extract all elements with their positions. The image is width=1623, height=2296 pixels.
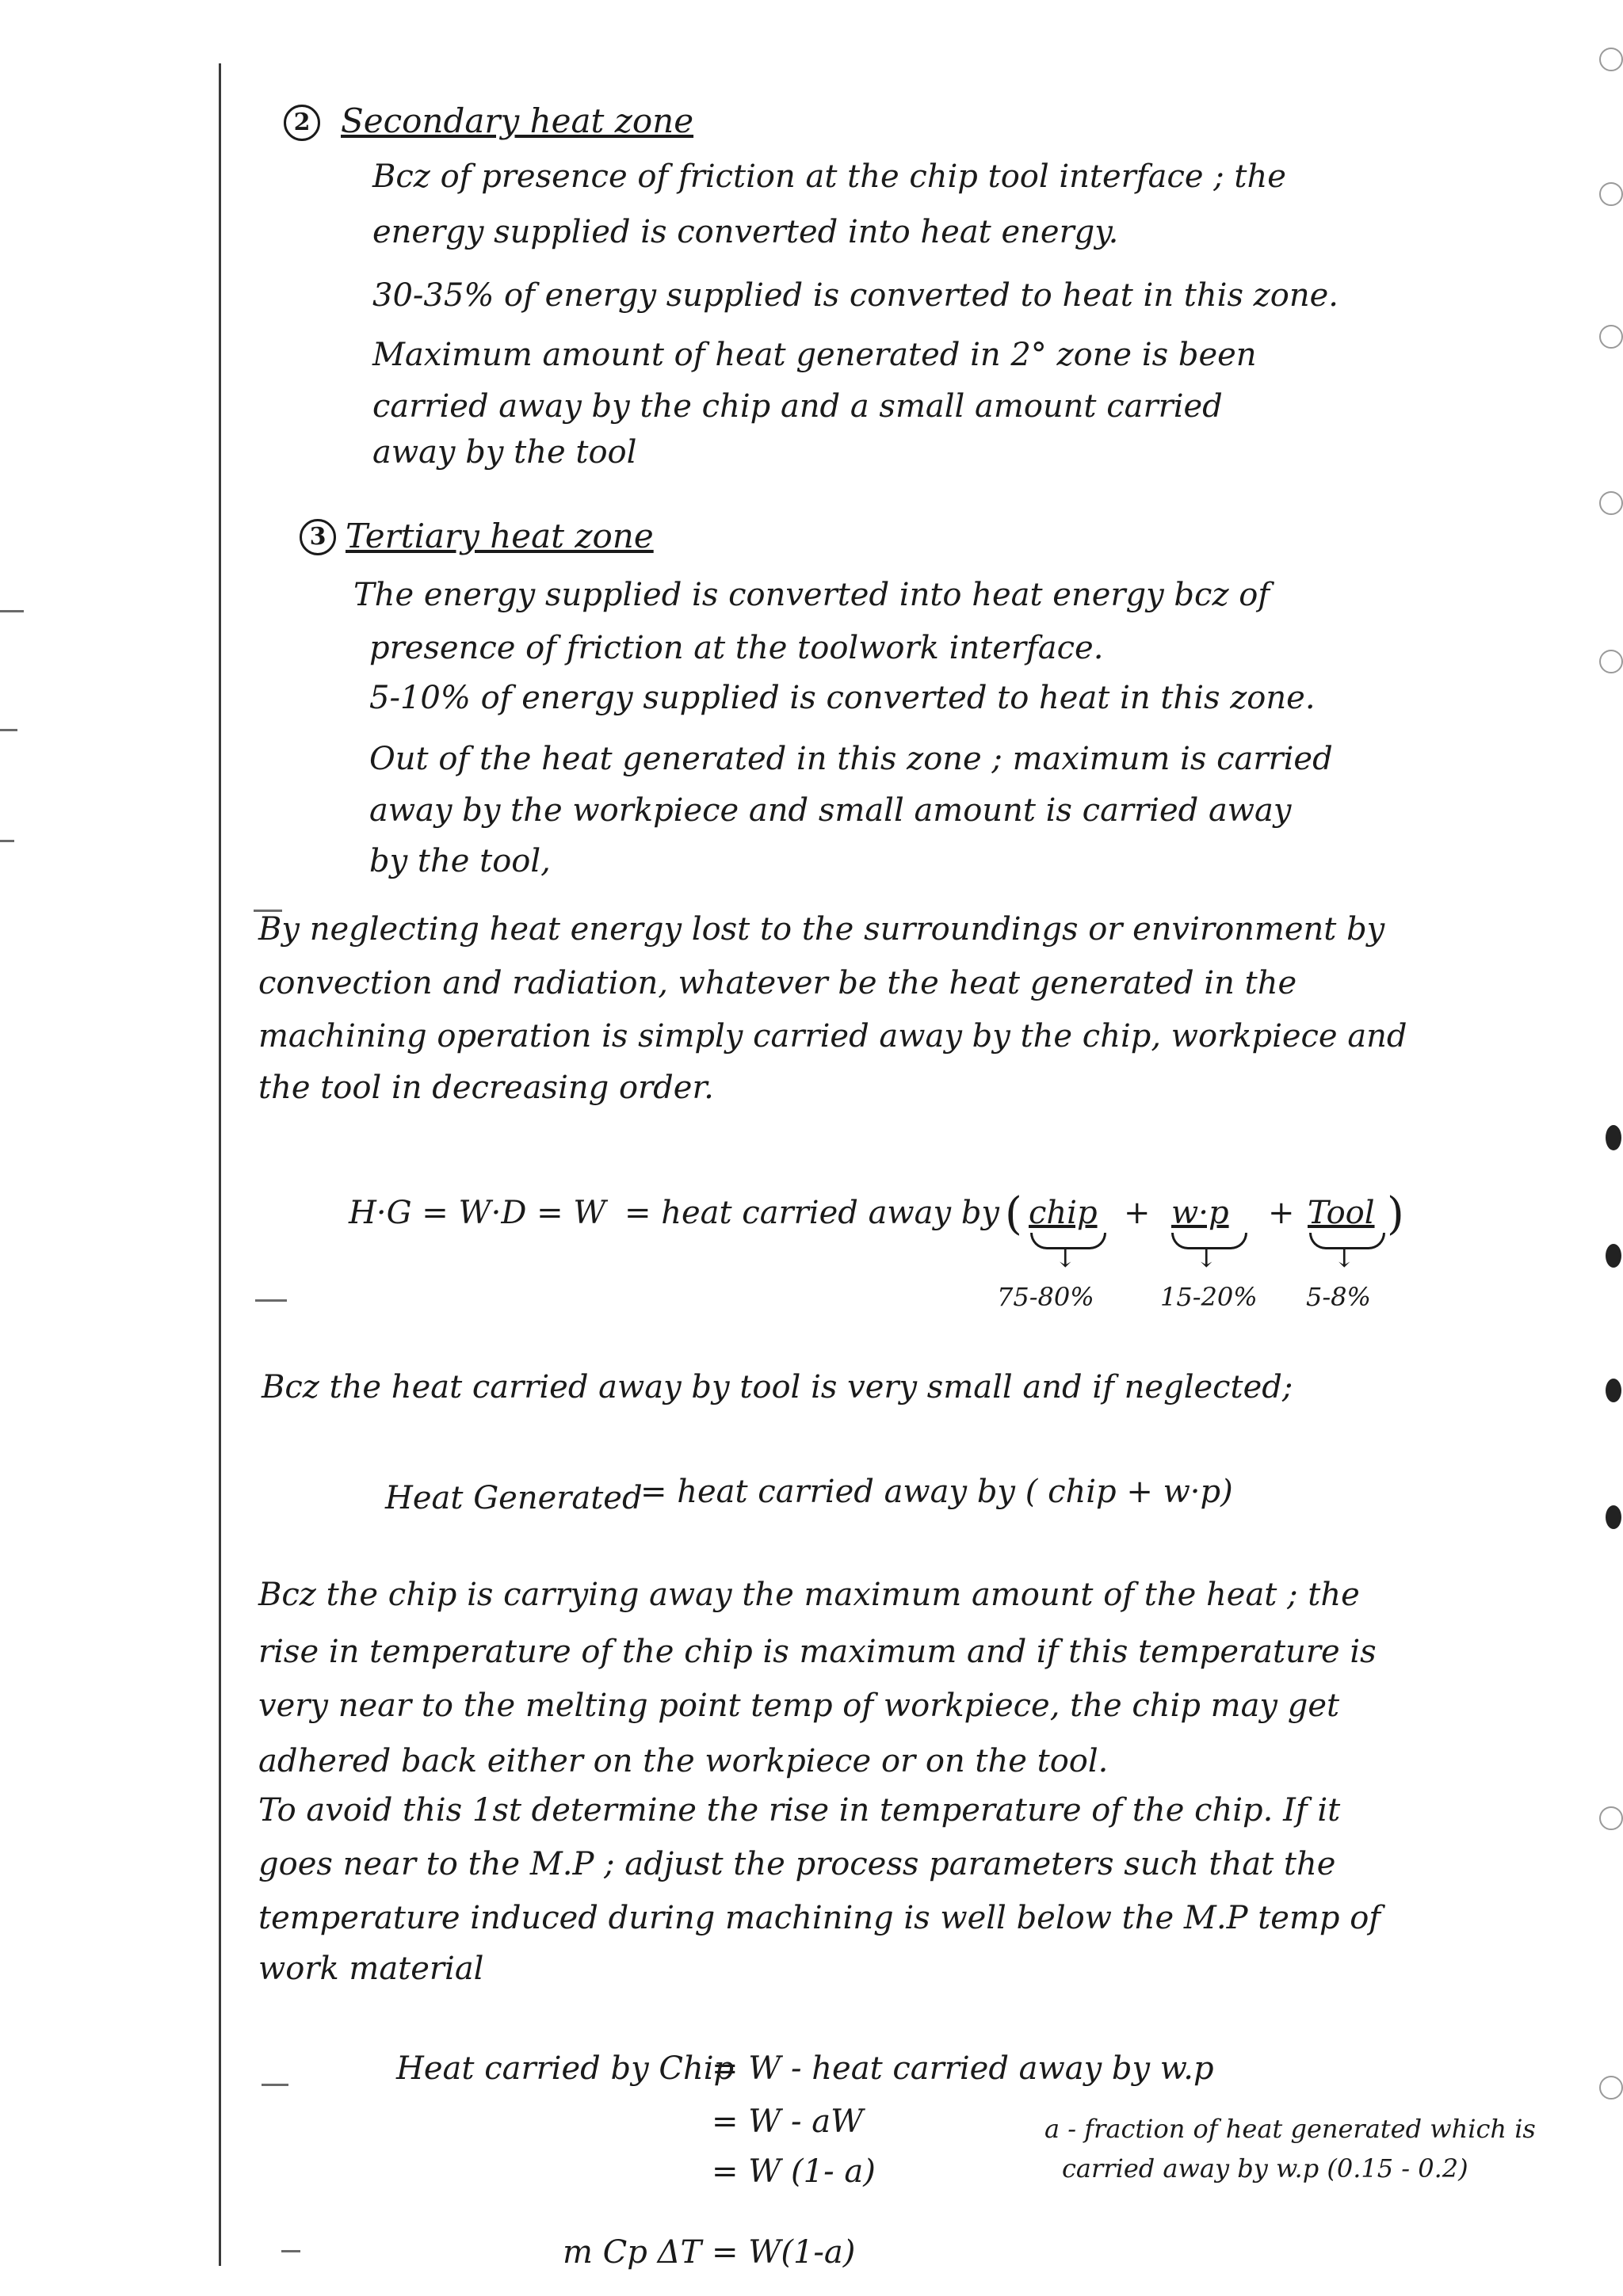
text-line: by the tool, xyxy=(369,843,551,879)
section-number-marker: 2 xyxy=(284,105,320,141)
text-line: 30-35% of energy supplied is converted to heat in this zone. xyxy=(372,277,1338,314)
punch-hole xyxy=(1606,1244,1621,1268)
derivation-step: = W (1- a) xyxy=(712,2153,876,2190)
text-line: By neglecting heat energy lost to the surroundings or environment by xyxy=(258,911,1385,948)
equation-lhs: Heat Generated xyxy=(385,1480,643,1516)
text-line: Bcz of presence of friction at the chip tool interface ; the xyxy=(372,158,1286,195)
equation-term: chip xyxy=(1029,1195,1098,1231)
punch-hole xyxy=(1606,1505,1621,1529)
equation-plus: + xyxy=(1268,1195,1295,1231)
percentage-label: 5-8% xyxy=(1306,1282,1371,1312)
punch-hole xyxy=(1599,182,1623,206)
equation-plus: + xyxy=(1124,1195,1151,1231)
derivation-step: = W - aW xyxy=(712,2103,864,2140)
text-line: carried away by the chip and a small amount carried xyxy=(372,388,1223,425)
text-line: away by the tool xyxy=(372,434,637,471)
text-line: To avoid this 1st determine the rise in temperature of the chip. If it xyxy=(258,1792,1341,1829)
text-line: very near to the melting point temp of workpiece, the chip may get xyxy=(258,1688,1340,1724)
annotation-note: a - fraction of heat generated which is xyxy=(1044,2114,1536,2144)
down-arrow-icon: ↓ xyxy=(1333,1242,1356,1274)
text-line: presence of friction at the toolwork interface. xyxy=(369,630,1104,666)
derivation-step: = W - heat carried away by w.p xyxy=(712,2050,1214,2087)
text-line: energy supplied is converted into heat energy. xyxy=(372,214,1119,250)
down-arrow-icon: ↓ xyxy=(1195,1242,1218,1274)
dash-mark xyxy=(281,2250,300,2252)
text-line: adhered back either on the workpiece or on the tool. xyxy=(258,1743,1109,1779)
text-line: rise in temperature of the chip is maximum and if this temperature is xyxy=(258,1634,1377,1670)
text-line: machining operation is simply carried away by the chip, workpiece and xyxy=(258,1018,1407,1055)
text-line: Maximum amount of heat generated in 2° zone is been xyxy=(372,337,1257,373)
text-line: Out of the heat generated in this zone ; maximum is carried xyxy=(369,741,1333,777)
dash-mark xyxy=(262,2084,288,2086)
text-line: temperature induced during machining is well below the M.P temp of xyxy=(258,1900,1381,1936)
open-paren: ( xyxy=(1005,1188,1022,1240)
equation-term: w·p xyxy=(1171,1195,1229,1231)
text-line: convection and radiation, whatever be the heat generated in the xyxy=(258,965,1297,1001)
punch-hole xyxy=(1599,2076,1623,2100)
punch-hole xyxy=(1599,1806,1623,1830)
section-heading: Secondary heat zone xyxy=(341,101,694,140)
text-line: away by the workpiece and small amount is carried away xyxy=(369,792,1292,829)
equation-lhs: H·G = W·D = W xyxy=(349,1195,606,1231)
percentage-label: 15-20% xyxy=(1160,1282,1258,1312)
equation-text: = heat carried away by xyxy=(624,1195,1000,1231)
percentage-label: 75-80% xyxy=(997,1282,1094,1312)
dash-mark xyxy=(255,1299,287,1302)
text-line: Bcz the heat carried away by tool is very small and if neglected; xyxy=(262,1369,1293,1405)
edge-mark xyxy=(0,840,14,842)
final-equation-lhs: m Cp ΔT xyxy=(563,2234,702,2271)
punch-hole xyxy=(1599,491,1623,515)
margin-line xyxy=(219,63,221,2266)
close-paren: ) xyxy=(1387,1188,1404,1240)
text-line: work material xyxy=(258,1951,484,1987)
text-line: The energy supplied is converted into heat energy bcz of xyxy=(353,577,1270,613)
down-arrow-icon: ↓ xyxy=(1054,1242,1077,1274)
section-heading: Tertiary heat zone xyxy=(346,517,654,555)
edge-mark xyxy=(0,729,17,731)
punch-hole xyxy=(1599,650,1623,673)
punch-hole xyxy=(1606,1125,1621,1150)
punch-hole xyxy=(1599,48,1623,71)
annotation-note: carried away by w.p (0.15 - 0.2) xyxy=(1062,2153,1468,2183)
text-line: Bcz the chip is carrying away the maximum amount of the heat ; the xyxy=(258,1577,1360,1613)
punch-hole xyxy=(1606,1379,1621,1402)
text-line: goes near to the M.P ; adjust the process parameters such that the xyxy=(258,1846,1336,1882)
text-line: the tool in decreasing order. xyxy=(258,1070,714,1106)
equation-text: = heat carried away by ( chip + w·p) xyxy=(640,1474,1233,1510)
final-equation-rhs: = W(1-a) xyxy=(712,2234,856,2271)
punch-hole xyxy=(1599,325,1623,349)
section-number-marker: 3 xyxy=(300,519,336,555)
equation-term: Tool xyxy=(1308,1195,1375,1231)
derivation-lhs: Heat carried by Chip xyxy=(396,2050,735,2087)
text-line: 5-10% of energy supplied is converted to heat in this zone. xyxy=(369,680,1316,716)
edge-mark xyxy=(0,610,24,612)
